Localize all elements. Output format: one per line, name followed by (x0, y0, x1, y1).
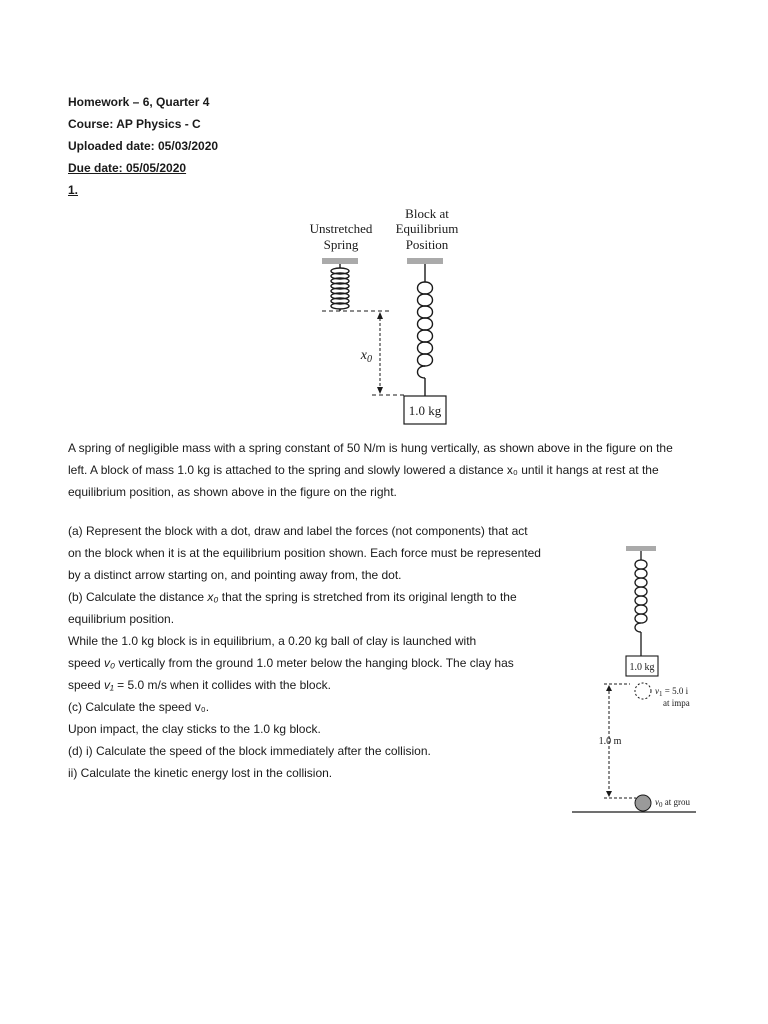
block-label: 1.0 kg (408, 403, 442, 418)
question-a-line-2: on the block when it is at the equilibrium position shown. Each force must be represented (68, 546, 541, 560)
clay-at-impact (635, 683, 651, 699)
label-unstretched-2: Spring (323, 237, 359, 252)
stretched-spring (418, 264, 433, 396)
x0-label: $x_0$ (360, 348, 372, 365)
collision-figure (568, 540, 698, 820)
due-date: Due date: 05/05/2020 (68, 161, 187, 175)
label-block-3: Position (405, 237, 449, 252)
question-c: (c) Calculate the speed v₀. (68, 700, 210, 714)
intro-paragraph (68, 437, 708, 503)
course-line: Course: AP Physics - C (68, 117, 201, 131)
clay-line-3: speed v₁ = 5.0 m/s when it collides with the block. (68, 678, 331, 692)
homework-title: Homework – 6, Quarter 4 (68, 95, 210, 109)
spring-figure (300, 200, 470, 432)
ceiling-mount-right (407, 258, 443, 264)
question-b-line-2: equilibrium position. (68, 612, 175, 626)
questions-block (68, 520, 588, 784)
question-d-ii: ii) Calculate the kinetic energy lost in the collision. (68, 766, 333, 780)
unstretched-spring (331, 264, 349, 311)
question-a-line-1: (a) Represent the block with a dot, draw and label the forces (not components) that act (68, 524, 528, 538)
clay-ball (635, 795, 651, 811)
x0-dimension (377, 312, 383, 394)
question-b-line-1: (b) Calculate the distance x₀ that the spring is stretched from its original length to the (68, 590, 517, 604)
question-a-line-3: by a distinct arrow starting on, and pointing away from, the dot. (68, 568, 402, 582)
label-block-1: Block at (405, 206, 449, 221)
v1-label-2: at impa (663, 698, 690, 708)
v0-label: $v_0$ at grou (655, 797, 690, 809)
distance-label: 1.0 m (598, 736, 622, 747)
v1-label: $v_1 = 5.0$ i (655, 686, 689, 698)
block-label: 1.0 kg (629, 662, 655, 673)
clay-line-1: While the 1.0 kg block is in equilibrium, a 0.20 kg ball of clay is launched with (68, 634, 477, 648)
ceiling-mount-left (322, 258, 358, 264)
label-unstretched-1: Unstretched (309, 221, 373, 236)
question-number: 1. (68, 183, 79, 197)
uploaded-date: Uploaded date: 05/03/2020 (68, 139, 219, 153)
intro-line-3: equilibrium position, as shown above in the figure on the right. (68, 485, 397, 499)
spring (635, 551, 647, 656)
impact-line: Upon impact, the clay sticks to the 1.0 kg block. (68, 722, 321, 736)
intro-line-1: A spring of negligible mass with a spring constant of 50 N/m is hung vertically, as shown above in the figure on the (68, 441, 673, 455)
clay-line-2: speed v₀ vertically from the ground 1.0 meter below the hanging block. The clay has (68, 656, 514, 670)
question-d-i: (d) i) Calculate the speed of the block immediately after the collision. (68, 744, 431, 758)
intro-line-2: left. A block of mass 1.0 kg is attached to the spring and slowly lowered a distance x₀ until it hangs at rest at the (68, 463, 659, 477)
ceiling-mount (626, 546, 656, 551)
label-block-2: Equilibrium (395, 221, 459, 236)
